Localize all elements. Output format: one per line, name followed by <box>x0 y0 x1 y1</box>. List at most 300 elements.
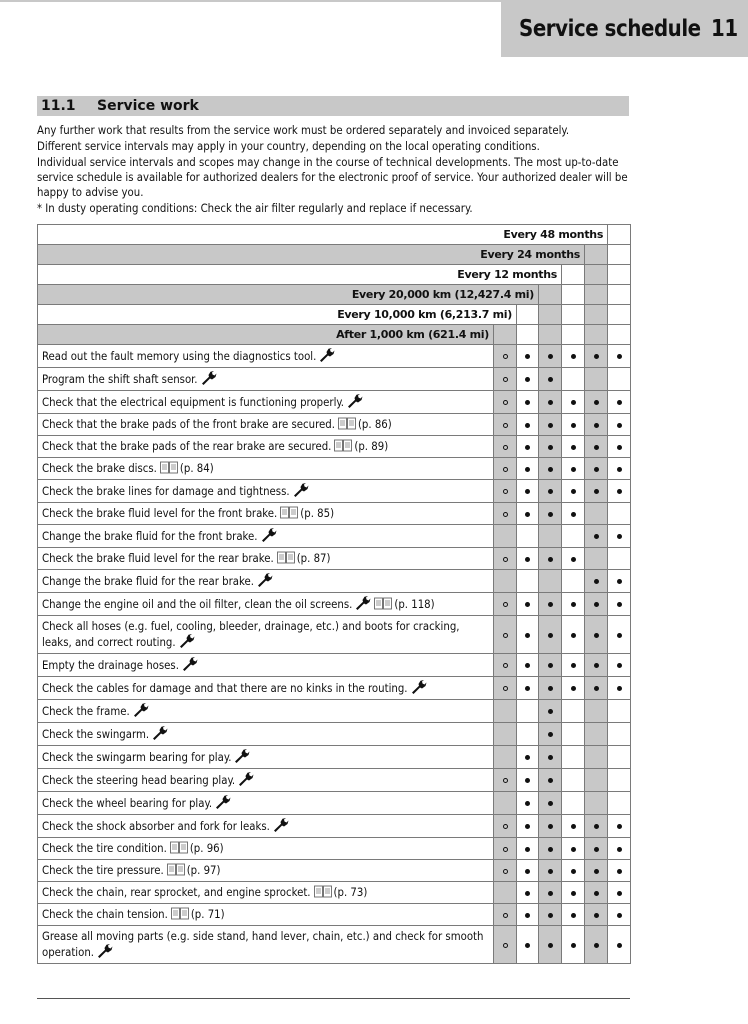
required-dot-icon <box>525 755 530 760</box>
schedule-mark-cell <box>585 458 608 480</box>
required-dot-icon <box>617 663 622 668</box>
schedule-mark-cell <box>585 677 608 700</box>
one-time-circle-icon <box>503 400 508 405</box>
one-time-circle-icon <box>503 467 508 472</box>
interval-spacer-cell <box>539 325 562 345</box>
schedule-mark-cell <box>585 414 608 436</box>
required-dot-icon <box>548 445 553 450</box>
interval-label: Every 24 months <box>38 245 585 265</box>
required-dot-icon <box>571 602 576 607</box>
required-dot-icon <box>594 467 599 472</box>
interval-spacer-cell <box>562 285 585 305</box>
task-cell <box>38 904 494 926</box>
required-dot-icon <box>548 512 553 517</box>
required-dot-icon <box>594 489 599 494</box>
task-cell <box>38 503 494 525</box>
schedule-mark-cell <box>539 815 562 838</box>
task-text: Empty the drainage hoses. <box>42 659 179 672</box>
one-time-circle-icon <box>503 445 508 450</box>
required-dot-icon <box>617 633 622 638</box>
schedule-mark-cell <box>517 616 539 654</box>
interval-label: Every 20,000 km (12,427.4 mi) <box>38 285 539 305</box>
required-dot-icon <box>525 377 530 382</box>
schedule-mark-cell <box>585 391 608 414</box>
schedule-mark-cell <box>517 436 539 458</box>
task-cell <box>38 345 494 368</box>
one-time-circle-icon <box>503 354 508 359</box>
one-time-circle-icon <box>503 512 508 517</box>
required-dot-icon <box>548 755 553 760</box>
required-dot-icon <box>617 489 622 494</box>
schedule-mark-cell <box>539 792 562 815</box>
schedule-mark-cell <box>608 904 631 926</box>
interval-spacer-cell <box>608 305 631 325</box>
schedule-mark-cell <box>494 926 517 964</box>
task-cell <box>38 616 494 654</box>
schedule-mark-cell <box>562 414 585 436</box>
task-text: Check the brake fluid level for the rear brake. <box>42 552 274 565</box>
required-dot-icon <box>548 913 553 918</box>
required-dot-icon <box>594 663 599 668</box>
table-row <box>38 769 631 792</box>
required-dot-icon <box>525 489 530 494</box>
required-dot-icon <box>525 512 530 517</box>
required-dot-icon <box>594 891 599 896</box>
schedule-mark-cell <box>494 548 517 570</box>
schedule-mark-cell <box>539 503 562 525</box>
wrench-icon <box>273 818 289 832</box>
schedule-mark-cell <box>562 815 585 838</box>
required-dot-icon <box>571 557 576 562</box>
schedule-mark-cell <box>562 746 585 769</box>
task-cell <box>38 480 494 503</box>
schedule-mark-cell <box>608 458 631 480</box>
schedule-mark-cell <box>608 700 631 723</box>
task-text: Check the frame. <box>42 705 130 718</box>
table-row <box>38 860 631 882</box>
wrench-icon <box>261 528 277 542</box>
schedule-mark-cell <box>539 570 562 593</box>
wrench-icon <box>319 348 335 362</box>
required-dot-icon <box>571 489 576 494</box>
schedule-mark-cell <box>608 769 631 792</box>
schedule-mark-cell <box>608 525 631 548</box>
required-dot-icon <box>525 847 530 852</box>
schedule-mark-cell <box>539 926 562 964</box>
required-dot-icon <box>594 686 599 691</box>
interval-header-row <box>38 285 631 305</box>
table-row <box>38 926 631 964</box>
schedule-mark-cell <box>494 904 517 926</box>
task-text: Check that the electrical equipment is functioning properly. <box>42 396 345 409</box>
task-cell <box>38 391 494 414</box>
interval-spacer-cell <box>585 325 608 345</box>
schedule-mark-cell <box>608 860 631 882</box>
one-time-circle-icon <box>503 913 508 918</box>
interval-spacer-cell <box>539 285 562 305</box>
schedule-mark-cell <box>608 838 631 860</box>
task-text: Check the brake lines for damage and tightness. <box>42 485 290 498</box>
required-dot-icon <box>548 686 553 691</box>
schedule-mark-cell <box>517 723 539 746</box>
required-dot-icon <box>525 633 530 638</box>
schedule-mark-cell <box>539 616 562 654</box>
wrench-icon <box>97 944 113 958</box>
intro-paragraph: * In dusty operating conditions: Check the air filter regularly and replace if necessary. <box>37 202 473 215</box>
schedule-mark-cell <box>517 769 539 792</box>
interval-spacer-cell <box>517 305 539 325</box>
schedule-mark-cell <box>562 458 585 480</box>
schedule-mark-cell <box>585 904 608 926</box>
table-row <box>38 458 631 480</box>
task-text: Check the shock absorber and fork for leaks. <box>42 820 270 833</box>
required-dot-icon <box>571 847 576 852</box>
schedule-mark-cell <box>494 480 517 503</box>
task-text: Check the brake fluid level for the front brake. <box>42 507 278 520</box>
schedule-mark-cell <box>585 436 608 458</box>
required-dot-icon <box>571 943 576 948</box>
task-cell <box>38 570 494 593</box>
schedule-mark-cell <box>608 926 631 964</box>
page-reference: (p. 86) <box>357 418 392 431</box>
schedule-mark-cell <box>608 746 631 769</box>
required-dot-icon <box>594 847 599 852</box>
task-text: Grease all moving parts (e.g. side stand, hand lever, chain, etc.) and check for smooth operation. <box>42 930 484 959</box>
table-row <box>38 700 631 723</box>
section-number: 11.1 <box>41 98 76 114</box>
required-dot-icon <box>594 913 599 918</box>
required-dot-icon <box>594 869 599 874</box>
required-dot-icon <box>571 512 576 517</box>
task-cell <box>38 700 494 723</box>
interval-spacer-cell <box>585 265 608 285</box>
table-row <box>38 904 631 926</box>
wrench-icon <box>201 371 217 385</box>
schedule-mark-cell <box>539 654 562 677</box>
wrench-icon <box>347 394 363 408</box>
schedule-mark-cell <box>562 391 585 414</box>
schedule-mark-cell <box>517 860 539 882</box>
task-text: Check the chain tension. <box>42 908 168 921</box>
schedule-mark-cell <box>608 503 631 525</box>
schedule-mark-cell <box>494 746 517 769</box>
schedule-mark-cell <box>562 838 585 860</box>
schedule-mark-cell <box>562 654 585 677</box>
required-dot-icon <box>617 869 622 874</box>
required-dot-icon <box>594 445 599 450</box>
required-dot-icon <box>617 847 622 852</box>
wrench-icon <box>152 726 168 740</box>
schedule-mark-cell <box>517 838 539 860</box>
task-cell <box>38 769 494 792</box>
task-cell <box>38 548 494 570</box>
schedule-mark-cell <box>608 436 631 458</box>
schedule-mark-cell <box>517 345 539 368</box>
one-time-circle-icon <box>503 778 508 783</box>
required-dot-icon <box>548 869 553 874</box>
task-cell <box>38 860 494 882</box>
required-dot-icon <box>525 686 530 691</box>
task-text: Check the tire pressure. <box>42 864 164 877</box>
schedule-mark-cell <box>562 860 585 882</box>
interval-spacer-cell <box>562 325 585 345</box>
intro-paragraph: Different service intervals may apply in your country, depending on the local operating conditions. <box>37 140 540 153</box>
page-reference: (p. 84) <box>179 462 214 475</box>
required-dot-icon <box>617 602 622 607</box>
schedule-mark-cell <box>585 368 608 391</box>
interval-header-row <box>38 225 631 245</box>
task-text: Check the cables for damage and that there are no kinks in the routing. <box>42 682 408 695</box>
schedule-mark-cell <box>539 345 562 368</box>
schedule-mark-cell <box>517 391 539 414</box>
schedule-mark-cell <box>517 458 539 480</box>
required-dot-icon <box>525 467 530 472</box>
required-dot-icon <box>525 602 530 607</box>
schedule-mark-cell <box>517 882 539 904</box>
task-text: Check all hoses (e.g. fuel, cooling, bleeder, drainage, etc.) and boots for cracking, leaks, and correct routing. <box>42 620 460 649</box>
schedule-mark-cell <box>517 926 539 964</box>
schedule-mark-cell <box>562 882 585 904</box>
task-text: Change the brake fluid for the front brake. <box>42 530 258 543</box>
table-row <box>38 838 631 860</box>
schedule-mark-cell <box>494 882 517 904</box>
page-reference: (p. 87) <box>296 552 331 565</box>
interval-spacer-cell <box>585 245 608 265</box>
schedule-mark-cell <box>494 815 517 838</box>
manual-reference-icon <box>334 439 352 452</box>
required-dot-icon <box>594 400 599 405</box>
schedule-mark-cell <box>608 480 631 503</box>
schedule-mark-cell <box>494 677 517 700</box>
required-dot-icon <box>617 354 622 359</box>
table-row <box>38 677 631 700</box>
required-dot-icon <box>548 891 553 896</box>
interval-label: After 1,000 km (621.4 mi) <box>38 325 494 345</box>
required-dot-icon <box>571 686 576 691</box>
required-dot-icon <box>548 423 553 428</box>
task-cell <box>38 436 494 458</box>
required-dot-icon <box>571 913 576 918</box>
schedule-mark-cell <box>608 368 631 391</box>
table-row <box>38 345 631 368</box>
required-dot-icon <box>571 467 576 472</box>
required-dot-icon <box>525 557 530 562</box>
schedule-mark-cell <box>539 458 562 480</box>
required-dot-icon <box>548 732 553 737</box>
schedule-mark-cell <box>608 414 631 436</box>
page-reference: (p. 71) <box>190 908 225 921</box>
table-row <box>38 503 631 525</box>
interval-spacer-cell <box>562 305 585 325</box>
wrench-icon <box>238 772 254 786</box>
table-row <box>38 391 631 414</box>
one-time-circle-icon <box>503 557 508 562</box>
schedule-mark-cell <box>494 414 517 436</box>
table-row <box>38 746 631 769</box>
required-dot-icon <box>548 663 553 668</box>
interval-spacer-cell <box>585 285 608 305</box>
schedule-mark-cell <box>585 700 608 723</box>
schedule-mark-cell <box>562 480 585 503</box>
required-dot-icon <box>594 824 599 829</box>
task-text: Change the brake fluid for the rear brake. <box>42 575 254 588</box>
interval-spacer-cell <box>562 265 585 285</box>
manual-reference-icon <box>280 506 298 519</box>
interval-label: Every 10,000 km (6,213.7 mi) <box>38 305 517 325</box>
interval-spacer-cell <box>517 325 539 345</box>
schedule-mark-cell <box>562 345 585 368</box>
task-cell <box>38 838 494 860</box>
schedule-mark-cell <box>585 882 608 904</box>
schedule-mark-cell <box>539 593 562 616</box>
required-dot-icon <box>617 445 622 450</box>
page-reference: (p. 96) <box>189 842 224 855</box>
wrench-icon <box>293 483 309 497</box>
required-dot-icon <box>594 943 599 948</box>
one-time-circle-icon <box>503 869 508 874</box>
required-dot-icon <box>525 943 530 948</box>
manual-reference-icon <box>171 907 189 920</box>
schedule-mark-cell <box>539 368 562 391</box>
required-dot-icon <box>571 891 576 896</box>
required-dot-icon <box>525 824 530 829</box>
task-text: Check the steering head bearing play. <box>42 774 236 787</box>
schedule-mark-cell <box>562 616 585 654</box>
required-dot-icon <box>594 602 599 607</box>
table-row <box>38 654 631 677</box>
task-text: Check that the brake pads of the rear brake are secured. <box>42 440 332 453</box>
interval-spacer-cell <box>608 245 631 265</box>
schedule-mark-cell <box>585 723 608 746</box>
schedule-mark-cell <box>585 792 608 815</box>
schedule-mark-cell <box>539 677 562 700</box>
schedule-mark-cell <box>539 436 562 458</box>
required-dot-icon <box>525 913 530 918</box>
schedule-mark-cell <box>562 904 585 926</box>
schedule-mark-cell <box>608 882 631 904</box>
table-row <box>38 525 631 548</box>
schedule-mark-cell <box>494 593 517 616</box>
required-dot-icon <box>617 423 622 428</box>
wrench-icon <box>411 680 427 694</box>
required-dot-icon <box>617 467 622 472</box>
wrench-icon <box>133 703 149 717</box>
interval-spacer-cell <box>608 325 631 345</box>
one-time-circle-icon <box>503 423 508 428</box>
interval-spacer-cell <box>585 305 608 325</box>
required-dot-icon <box>617 686 622 691</box>
table-row <box>38 480 631 503</box>
required-dot-icon <box>548 824 553 829</box>
task-cell <box>38 654 494 677</box>
schedule-mark-cell <box>562 570 585 593</box>
schedule-mark-cell <box>494 345 517 368</box>
footer-rule <box>37 998 630 999</box>
schedule-mark-cell <box>585 926 608 964</box>
manual-reference-icon <box>167 863 185 876</box>
wrench-icon <box>215 795 231 809</box>
page-reference: (p. 89) <box>354 440 389 453</box>
interval-spacer-cell <box>608 225 631 245</box>
manual-reference-icon <box>170 841 188 854</box>
manual-reference-icon <box>277 551 295 564</box>
schedule-mark-cell <box>517 815 539 838</box>
one-time-circle-icon <box>503 847 508 852</box>
required-dot-icon <box>548 778 553 783</box>
required-dot-icon <box>617 891 622 896</box>
required-dot-icon <box>548 557 553 562</box>
required-dot-icon <box>617 579 622 584</box>
schedule-mark-cell <box>585 616 608 654</box>
manual-reference-icon <box>338 417 356 430</box>
table-row <box>38 815 631 838</box>
schedule-mark-cell <box>608 723 631 746</box>
required-dot-icon <box>525 354 530 359</box>
schedule-mark-cell <box>517 904 539 926</box>
schedule-mark-cell <box>608 677 631 700</box>
interval-header-row <box>38 265 631 285</box>
section-heading <box>37 96 629 116</box>
table-row <box>38 436 631 458</box>
required-dot-icon <box>571 423 576 428</box>
intro-paragraph: Individual service intervals and scopes may change in the course of technical developments. The most up-to-date service schedule is available for authorized dealers for the electronic proof of service. Your authorized dealer will be happy to advise you. <box>37 156 628 199</box>
schedule-mark-cell <box>585 345 608 368</box>
schedule-mark-cell <box>585 593 608 616</box>
schedule-mark-cell <box>585 503 608 525</box>
schedule-mark-cell <box>539 904 562 926</box>
schedule-mark-cell <box>562 700 585 723</box>
schedule-mark-cell <box>562 593 585 616</box>
interval-spacer-cell <box>539 305 562 325</box>
schedule-mark-cell <box>517 480 539 503</box>
service-schedule-table <box>37 224 631 964</box>
schedule-mark-cell <box>562 723 585 746</box>
one-time-circle-icon <box>503 377 508 382</box>
schedule-mark-cell <box>539 414 562 436</box>
wrench-icon <box>257 573 273 587</box>
one-time-circle-icon <box>503 633 508 638</box>
table-row <box>38 414 631 436</box>
required-dot-icon <box>525 445 530 450</box>
required-dot-icon <box>525 400 530 405</box>
table-row <box>38 792 631 815</box>
schedule-mark-cell <box>539 882 562 904</box>
schedule-mark-cell <box>562 792 585 815</box>
required-dot-icon <box>548 602 553 607</box>
required-dot-icon <box>617 534 622 539</box>
wrench-icon <box>355 596 371 610</box>
schedule-mark-cell <box>539 860 562 882</box>
required-dot-icon <box>571 400 576 405</box>
task-text: Change the engine oil and the oil filter, clean the oil screens. <box>42 598 353 611</box>
task-cell <box>38 815 494 838</box>
page-reference: (p. 118) <box>394 598 435 611</box>
task-text: Check the swingarm. <box>42 728 150 741</box>
schedule-mark-cell <box>562 926 585 964</box>
required-dot-icon <box>548 377 553 382</box>
required-dot-icon <box>617 943 622 948</box>
schedule-mark-cell <box>562 548 585 570</box>
interval-label: Every 48 months <box>38 225 608 245</box>
required-dot-icon <box>571 869 576 874</box>
schedule-mark-cell <box>608 345 631 368</box>
schedule-mark-cell <box>517 593 539 616</box>
task-text: Check that the brake pads of the front brake are secured. <box>42 418 335 431</box>
schedule-mark-cell <box>608 792 631 815</box>
required-dot-icon <box>548 489 553 494</box>
schedule-mark-cell <box>585 570 608 593</box>
schedule-mark-cell <box>562 677 585 700</box>
